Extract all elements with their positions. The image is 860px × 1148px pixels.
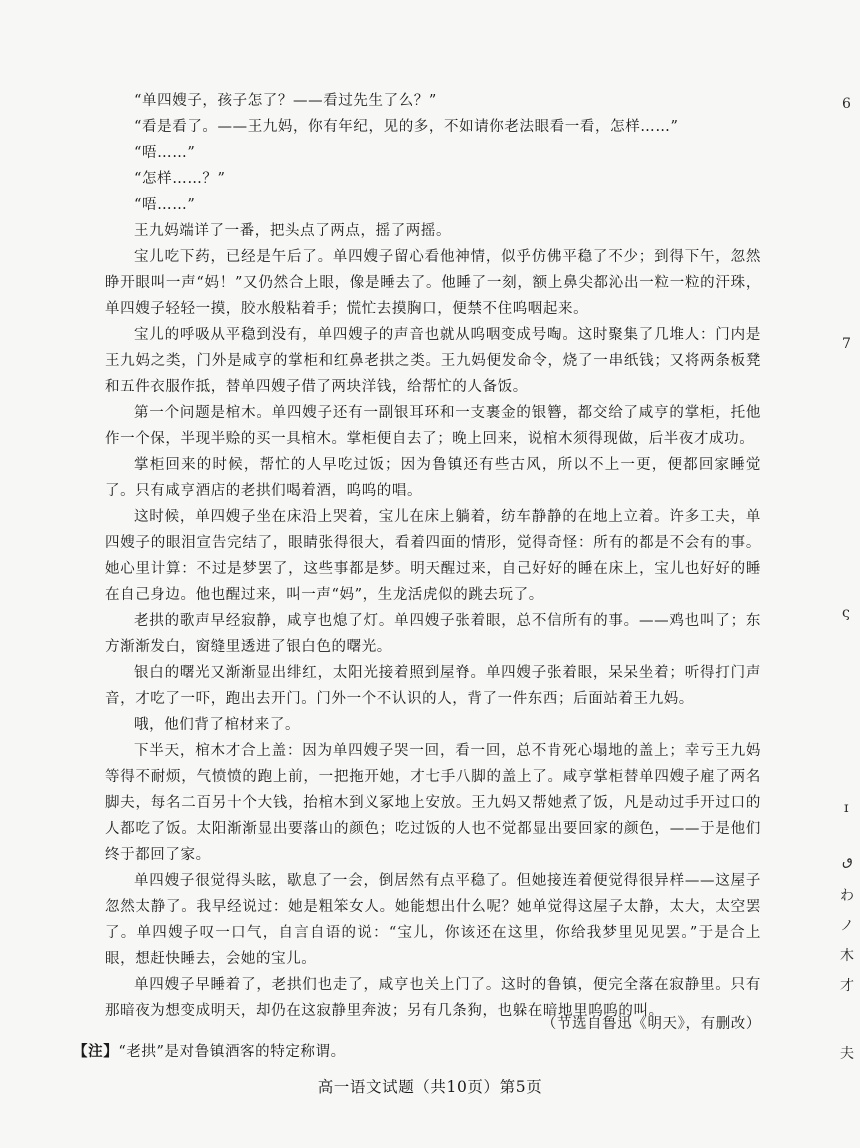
margin-mark: ٯ [842,853,853,869]
passage-paragraph: 银白的曙光又渐渐显出绯红，太阳光接着照到屋脊。单四嫂子张着眼，呆呆坐着；听得打门声音，才吃了一吓，跑出去开门。门外一个不认识的人，背了一件东西；后面站着王九妈。 [105,665,761,707]
passage-paragraph: 掌柜回来的时候，帮忙的人早吃过饭；因为鲁镇还有些古风，所以不上一更，便都回家睡觉了。只有咸亨酒店的老拱们喝着酒，呜呜的唱。 [105,457,761,499]
margin-mark: ς [842,605,850,621]
passage-paragraph: “唔……” [134,145,196,161]
passage-paragraph: 下半天，棺木才合上盖：因为单四嫂子哭一回，看一回，总不肯死心塌地的盖上；幸亏王九妈等得不耐烦，气愤愤的跑上前，一把拖开她，才七手八脚的盖上了。咸亨掌柜替单四嫂子雇了两名脚夫，每名二百另十个大钱，抬棺木到义冢地上安放。王九妈又帮她煮了饭，凡是动过手开过口的人都吃了饭。太阳渐渐显出要落山的颜色；吃过饭的人也不觉都显出要回家的颜色，——于是他们终于都回了家。 [105,743,761,863]
margin-mark: ノ [840,918,854,934]
passage-paragraph: 哦，他们背了棺材来了。 [134,717,301,733]
margin-mark: 木 [840,948,854,964]
passage-paragraph: 这时候，单四嫂子坐在床沿上哭着，宝儿在床上躺着，纺车静静的在地上立着。许多工夫，单四嫂子的眼泪宣告完结了，眼睛张得很大，看着四面的情形，觉得奇怪：所有的都是不会有的事。她心里计算：不过是梦罢了，这些事都是梦。明天醒过来，自己好好的睡在床上，宝儿也好好的睡在自己身边。他也醒过来，叫一声“妈”，生龙活虎似的跳去玩了。 [105,509,761,603]
margin-mark: 才 [840,978,854,994]
margin-mark: 7 [842,336,851,352]
passage-paragraph: 王九妈端详了一番，把头点了两点，摇了两摇。 [134,223,452,239]
footnote [73,1040,346,1061]
passage-paragraph: “唔……” [134,197,196,213]
reading-passage [105,88,761,1024]
passage-paragraph: 宝儿吃下药，已经是午后了。单四嫂子留心看他神情，似乎仿佛平稳了不少；到得下午，忽然睁开眼叫一声“妈！”又仍然合上眼，像是睡去了。他睡了一刻，额上鼻尖都沁出一粒一粒的汗珠，单四嫂子轻轻一摸，胶水般粘着手；慌忙去摸胸口，便禁不住呜咽起来。 [105,249,761,317]
passage-paragraph: “看是看了。——王九妈，你有年纪，见的多，不如请你老法眼看一看，怎样……” [134,119,679,135]
page-footer: 高一语文试题（共10页）第5页 [317,1078,543,1096]
margin-mark: わ [840,888,854,904]
passage-paragraph: “怎样……？” [134,171,226,187]
passage-paragraph: 单四嫂子很觉得头眩，歇息了一会，倒居然有点平稳了。但她接连着便觉得很异样——这屋子忽然太静了。我早经说过：她是粗笨女人。她能想出什么呢？她单觉得这屋子太静，太大，太空罢了。单四嫂子叹一口气，自言自语的说：“宝儿，你该还在这里，你给我梦里见见罢。”于是合上眼，想赶快睡去，会她的宝儿。 [105,873,761,967]
margin-mark: ɪ [844,800,849,816]
margin-mark: 夫 [840,1046,854,1062]
source-citation: （节选自鲁迅《明天》，有删改） [541,1016,761,1032]
footnote-tag: 【注】 [73,1043,119,1060]
margin-mark: 6 [842,96,851,112]
footnote-text: “老拱”是对鲁镇酒客的特定称谓。 [118,1044,346,1060]
passage-paragraph: 宝儿的呼吸从平稳到没有，单四嫂子的声音也就从呜咽变成号啕。这时聚集了几堆人：门内是王九妈之类，门外是咸亨的掌柜和红鼻老拱之类。王九妈便发命令，烧了一串纸钱；又将两条板凳和五件衣服作抵，替单四嫂子借了两块洋钱，给帮忙的人备饭。 [105,327,761,395]
passage-paragraph: 第一个问题是棺木。单四嫂子还有一副银耳环和一支裹金的银簪，都交给了咸亨的掌柜，托他作一个保，半现半赊的买一具棺木。掌柜便自去了；晚上回来，说棺木须得现做，后半夜才成功。 [105,405,761,447]
passage-paragraph: 单四嫂子早睡着了，老拱们也走了，咸亨也关上门了。这时的鲁镇，便完全落在寂静里。只有那暗夜为想变成明天，却仍在这寂静里奔波；另有几条狗，也躲在暗地里呜呜的叫。 [105,977,761,1019]
passage-paragraph: “单四嫂子，孩子怎了？——看过先生了么？” [134,93,437,109]
passage-paragraph: 老拱的歌声早经寂静，咸亨也熄了灯。单四嫂子张着眼，总不信所有的事。——鸡也叫了；东方渐渐发白，窗缝里透进了银白色的曙光。 [105,613,761,655]
